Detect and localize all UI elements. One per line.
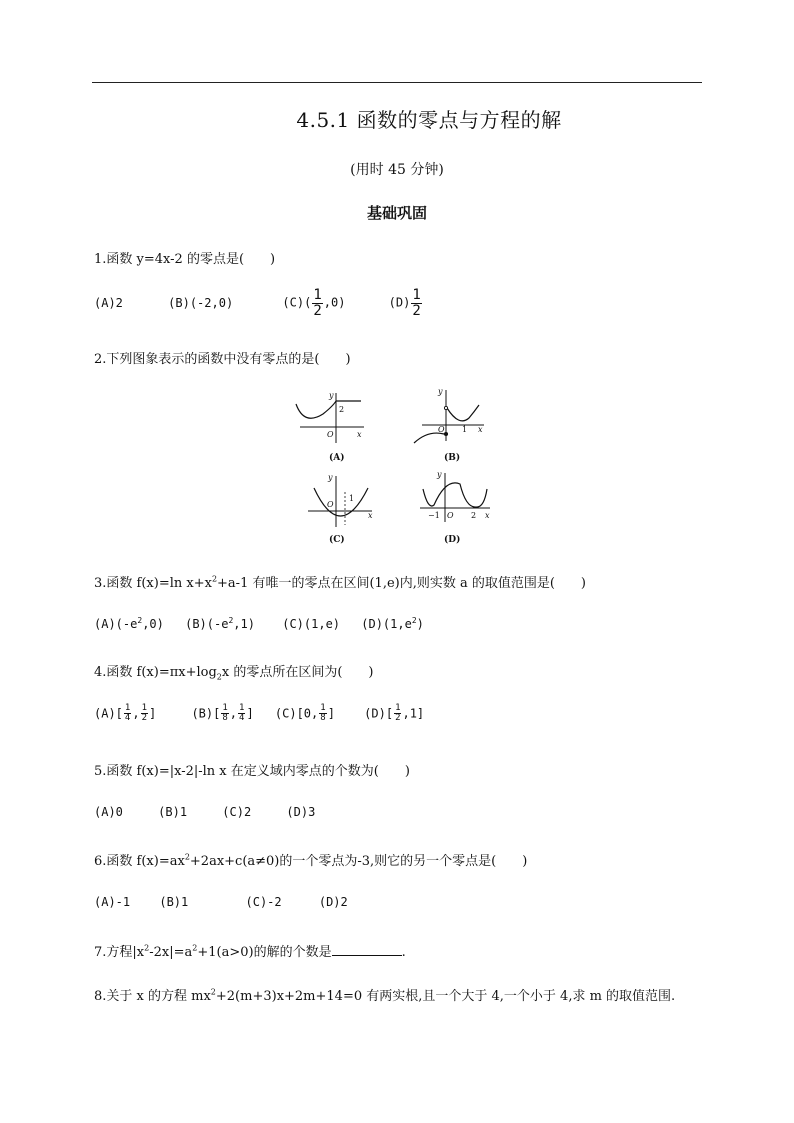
question-7	[94, 941, 406, 960]
q4-a2-den: 2	[141, 713, 147, 724]
graph-c-caption: (C)	[329, 535, 345, 545]
graph-d-origin: O	[447, 511, 454, 520]
q3-b-pre: (B)(-e	[185, 617, 229, 631]
question-5-options	[94, 805, 315, 819]
q4-option-a	[94, 704, 156, 724]
q4-a-pre: (A)[	[94, 706, 123, 721]
q3-d-sup: 2	[411, 616, 417, 625]
q4-c-den: 8	[320, 713, 326, 724]
q4-a-fraction-2	[141, 704, 148, 724]
q4-c-fraction	[319, 704, 326, 724]
q4-c-pre: (C)[0,	[274, 706, 319, 721]
q6-option-b: (B)1	[159, 895, 189, 909]
q3-b-post: ,1)	[233, 617, 255, 631]
q8-part1: 8.关于 x 的方程 mx	[94, 989, 211, 1004]
graph-d-y-label: y	[437, 470, 442, 479]
q4-d-num: 1	[395, 703, 401, 713]
q1-c-prefix: (C)(	[282, 295, 312, 310]
q1-c-numerator: 1	[313, 287, 322, 303]
q8-part2: +2(m+3)x+2m+14=0 有两实根,且一个大于 4,一个小于 4,求 m 的取值范围.	[215, 989, 676, 1004]
q5-option-a: (A)0	[94, 805, 123, 819]
graph-a-origin: O	[327, 430, 334, 439]
q3-option-c: (C)(1,e)	[282, 617, 341, 631]
q4-b-fraction-1	[221, 704, 228, 724]
q4-d-fraction	[394, 704, 401, 724]
q3-a-post: ,0)	[142, 617, 164, 631]
page-title: 4.5.1 函数的零点与方程的解	[296, 108, 562, 132]
q4-stem-part2: x 的零点所在区间为( )	[221, 665, 374, 680]
q4-a-post: ]	[148, 706, 157, 721]
q4-a1-num: 1	[124, 703, 131, 713]
q4-b-fraction-2	[238, 704, 245, 724]
q4-b2-num: 1	[239, 703, 245, 713]
graph-d-tick-2: 2	[471, 511, 477, 520]
q4-a-mid: ,	[132, 706, 140, 721]
q3-d-pre: (D)(1,e	[361, 617, 412, 631]
q4-option-b	[191, 704, 253, 724]
q1-c-denominator: 2	[313, 302, 322, 319]
question-6-stem	[94, 850, 527, 869]
q7-part2: -2x|=a	[149, 945, 193, 960]
q6-stem-part1: 6.函数 f(x)=ax	[94, 854, 185, 869]
q7-part1: 7.方程|x	[94, 945, 145, 960]
q4-c-post: ]	[327, 706, 335, 721]
question-6-options	[94, 895, 348, 909]
q3-stem-part1: 3.函数 f(x)=ln x+x	[94, 576, 212, 591]
graph-c-origin: O	[327, 500, 334, 509]
q4-b2-den: 4	[239, 713, 245, 724]
graph-a-y-label: y	[329, 391, 334, 400]
q6-stem-part2: +2ax+c(a≠0)的一个零点为-3,则它的另一个零点是( )	[189, 854, 528, 869]
graph-c	[308, 473, 373, 545]
graph-b-origin: O	[438, 425, 445, 434]
q7-sup-1: 2	[144, 943, 150, 953]
question-4-stem	[94, 661, 374, 682]
graph-d-tick-neg1: −1	[428, 511, 440, 520]
q3-option-b	[185, 616, 255, 631]
q4-d-post: ,1]	[402, 706, 425, 721]
graph-c-x-label: x	[368, 511, 373, 520]
q3-stem-part2: +a-1 有唯一的零点在区间(1,e)内,则实数 a 的取值范围是( )	[217, 576, 587, 591]
graph-d-caption: (D)	[444, 535, 461, 545]
question-2-stem: 2.下列图象表示的函数中没有零点的是( )	[94, 352, 351, 367]
question-3-stem	[94, 572, 586, 591]
graph-b-tick-1: 1	[462, 425, 468, 434]
graph-b-caption: (B)	[444, 453, 461, 463]
q1-option-b: (B)(-2,0)	[168, 295, 234, 310]
q5-option-d: (D)3	[286, 805, 316, 819]
graph-c-y-label: y	[328, 473, 333, 482]
q6-option-c: (C)-2	[245, 895, 282, 909]
q4-b-pre: (B)[	[191, 706, 221, 721]
q5-option-c: (C)2	[222, 805, 252, 819]
question-1-stem: 1.函数 y=4x-2 的零点是( )	[94, 252, 276, 267]
q4-stem-sub: 2	[216, 672, 222, 682]
q1-d-denominator: 2	[412, 302, 421, 319]
graph-a-x-label: x	[357, 430, 362, 439]
q4-b1-den: 8	[222, 713, 228, 724]
answer-blank[interactable]	[332, 945, 402, 956]
q3-option-a	[94, 616, 164, 631]
q4-c-num: 1	[320, 703, 326, 713]
q3-option-d	[361, 616, 424, 631]
question-8	[94, 985, 675, 1004]
q1-option-a: (A)2	[94, 295, 123, 310]
q7-part3: +1(a>0)的解的个数是	[197, 945, 332, 960]
q4-b-post: ]	[246, 706, 254, 721]
graph-c-tick-1: 1	[349, 494, 355, 503]
graph-a-tick-2: 2	[339, 405, 345, 414]
graph-d-x-label: x	[485, 511, 490, 520]
q6-stem-sup: 2	[184, 852, 190, 862]
q4-a-fraction-1	[124, 704, 131, 724]
q7-period: .	[401, 945, 406, 960]
q6-option-d: (D)2	[318, 895, 348, 909]
q4-b1-num: 1	[222, 703, 228, 713]
q4-option-d	[364, 704, 424, 724]
graph-a-caption: (A)	[329, 453, 345, 463]
graph-a	[296, 391, 364, 463]
question-4-options	[94, 704, 424, 724]
q5-option-b: (B)1	[158, 805, 188, 819]
section-heading: 基础巩固	[366, 204, 427, 222]
q4-stem-part1: 4.函数 f(x)=πx+log	[94, 665, 217, 680]
q4-option-c	[275, 704, 335, 724]
time-note: (用时 45 分钟)	[350, 162, 444, 178]
q1-c-suffix: ,0)	[323, 295, 346, 310]
graph-b	[414, 387, 484, 463]
q3-a-sup: 2	[137, 616, 143, 625]
q7-sup-2: 2	[192, 943, 198, 953]
q6-option-a: (A)-1	[94, 895, 131, 909]
q4-d-pre: (D)[	[364, 706, 394, 721]
q1-d-numerator: 1	[412, 287, 421, 303]
q1-d-prefix: (D)	[388, 295, 411, 310]
q3-a-pre: (A)(-e	[94, 617, 138, 631]
question-3-options	[94, 616, 424, 631]
graph-b-x-label: x	[478, 425, 483, 434]
q3-stem-sup: 2	[211, 574, 218, 584]
graph-d	[420, 470, 490, 545]
q4-d-den: 2	[395, 713, 401, 724]
q4-a1-den: 4	[124, 713, 131, 724]
graph-b-y-label: y	[438, 387, 443, 396]
q3-b-sup: 2	[228, 616, 234, 625]
question-5-stem: 5.函数 f(x)=|x-2|-ln x 在定义域内零点的个数为( )	[94, 764, 410, 779]
q4-a2-num: 1	[141, 703, 147, 713]
q3-d-post: )	[416, 617, 424, 631]
q8-sup: 2	[210, 987, 216, 997]
q4-b-mid: ,	[229, 706, 238, 721]
